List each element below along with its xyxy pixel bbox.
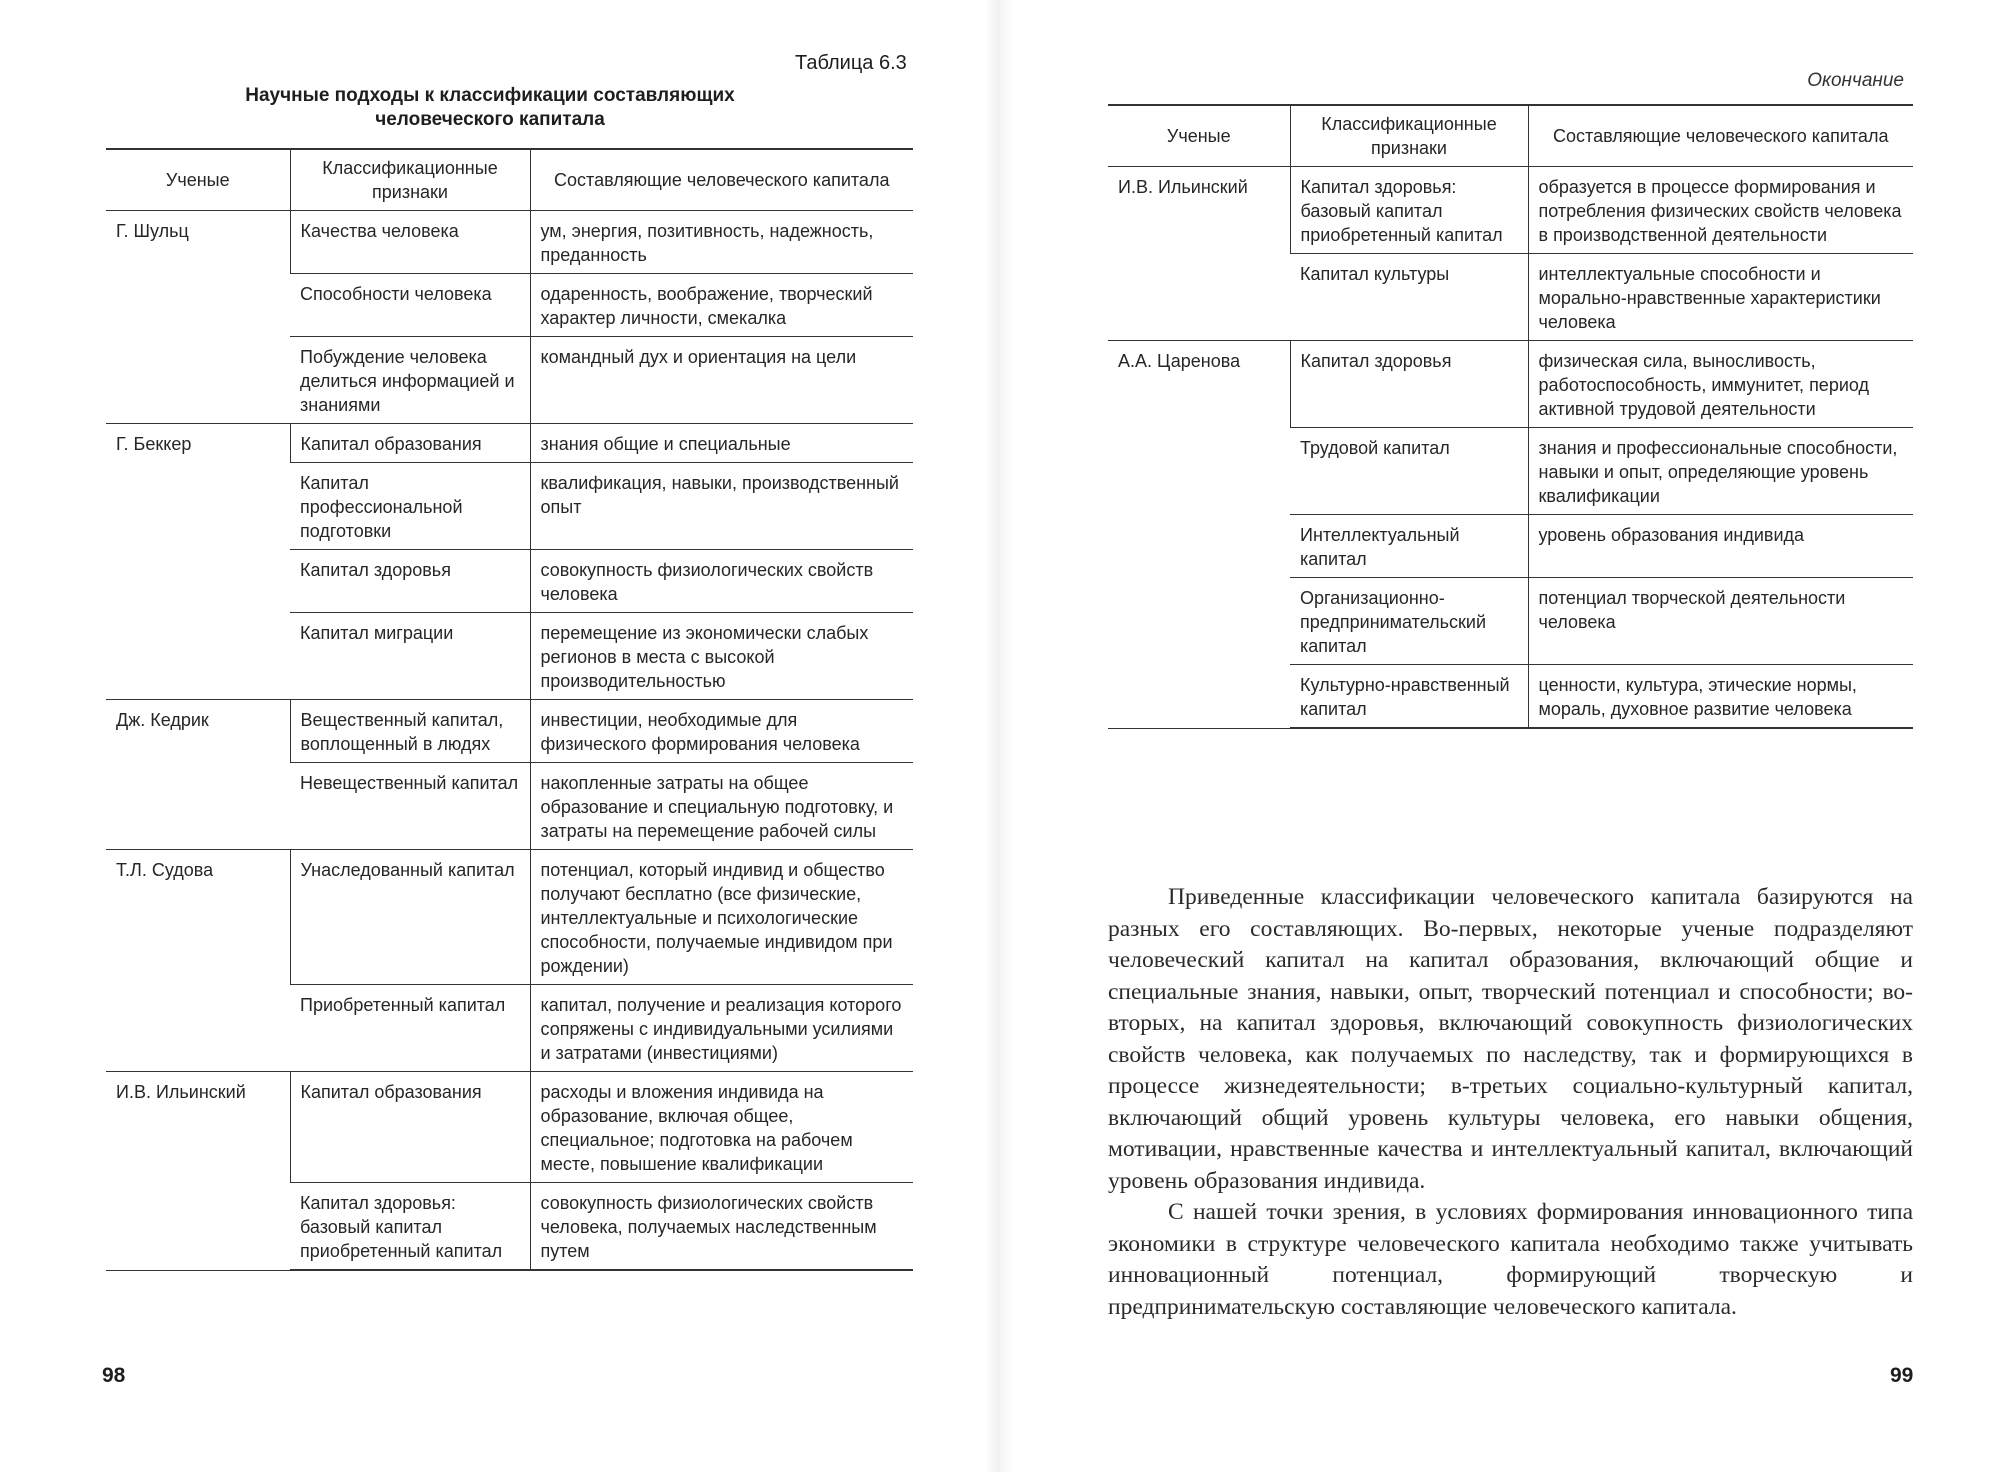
feature-cell: Качества человека <box>290 211 530 274</box>
scientist-cell: Г. Беккер <box>106 424 290 700</box>
continuation-label: Окончание <box>1807 70 1904 91</box>
feature-cell: Приобретенный капитал <box>290 985 530 1072</box>
component-cell: совокупность физиологических свойств человека, получаемых наследственным путем <box>530 1183 913 1271</box>
header-features: Классификационные признаки <box>1290 105 1528 167</box>
header-components: Составляющие человеческого капитала <box>1528 105 1913 167</box>
scientist-cell: А.А. Царенова <box>1108 341 1290 729</box>
feature-cell: Способности человека <box>290 274 530 337</box>
feature-cell: Унаследованный капитал <box>290 850 530 985</box>
feature-cell: Трудовой капитал <box>1290 428 1528 515</box>
component-cell: перемещение из экономически слабых регионов в места с высокой производительностью <box>530 613 913 700</box>
component-cell: образуется в процессе формирования и потребления физических свойств человека в производственной деятельности <box>1528 167 1913 254</box>
component-cell: знания и профессиональные способности, навыки и опыт, определяющие уровень квалификации <box>1528 428 1913 515</box>
table-row <box>106 1072 913 1183</box>
classification-table-continued <box>1108 104 1913 729</box>
component-cell: совокупность физиологических свойств человека <box>530 550 913 613</box>
header-scientists: Ученые <box>1108 105 1290 167</box>
table-header-row <box>106 149 913 211</box>
component-cell: инвестиции, необходимые для физического формирования человека <box>530 700 913 763</box>
feature-cell: Побуждение человека делиться информацией и знаниями <box>290 337 530 424</box>
feature-cell: Капитал здоровья <box>1290 341 1528 428</box>
header-features: Классификационные признаки <box>290 149 530 211</box>
scientist-cell: Дж. Кедрик <box>106 700 290 850</box>
component-cell: ценности, культура, этические нормы, мораль, духовное развитие человека <box>1528 665 1913 729</box>
table-title: Научные подходы к классификации составляющих человеческого капитала <box>245 85 735 130</box>
table-number: Таблица 6.3 <box>795 52 907 74</box>
classification-table <box>106 148 913 1271</box>
scientist-cell: Г. Шульц <box>106 211 290 424</box>
component-cell: капитал, получение и реализация которого сопряжены с индивидуальными усилиями и затратами (инвестициями) <box>530 985 913 1072</box>
body-text <box>1108 882 1913 1323</box>
component-cell: накопленные затраты на общее образование и специальную подготовку, и затраты на перемещение рабочей силы <box>530 763 913 850</box>
scientist-cell: И.В. Ильинский <box>1108 167 1290 341</box>
table-row <box>106 850 913 985</box>
feature-cell: Невещественный капитал <box>290 763 530 850</box>
feature-cell: Капитал образования <box>290 424 530 463</box>
table-row <box>1108 167 1913 254</box>
component-cell: интеллектуальные способности и морально-нравственные характеристики человека <box>1528 254 1913 341</box>
page-number: 98 <box>102 1364 126 1387</box>
table-header-row <box>1108 105 1913 167</box>
feature-cell: Вещественный капитал, воплощенный в людях <box>290 700 530 763</box>
header-components: Составляющие человеческого капитала <box>530 149 913 211</box>
component-cell: потенциал, который индивид и общество получают бесплатно (все физические, интеллектуальные и психологические способности, получаемые индивидом при рождении) <box>530 850 913 985</box>
feature-cell: Капитал культуры <box>1290 254 1528 341</box>
component-cell: физическая сила, выносливость, работоспособность, иммунитет, период активной трудовой деятельности <box>1528 341 1913 428</box>
scientist-cell: Т.Л. Судова <box>106 850 290 1072</box>
component-cell: одаренность, воображение, творческий характер личности, смекалка <box>530 274 913 337</box>
feature-cell: Капитал миграции <box>290 613 530 700</box>
feature-cell: Организационно-предпринимательский капитал <box>1290 578 1528 665</box>
table-row <box>106 211 913 274</box>
table-row <box>106 700 913 763</box>
header-scientists: Ученые <box>106 149 290 211</box>
feature-cell: Капитал образования <box>290 1072 530 1183</box>
paragraph: Приведенные классификации человеческого капитала базируются на разных его составляющих. Во-первых, некоторые ученые подразделяют человеческий капитал на капитал образования, включающий общие и специальные знания, навыки, опыт, творческий потенциал и способности; во-вторых, на капитал здоровья, включающий совокупность физиологических свойств человека, как получаемых по наследству, так и формирующихся в процессе жизнедеятельности; в-третьих социально-культурный капитал, включающий общий уровень культуры человека, его навыки общения, мотивации, нравственные качества и интеллектуальный капитал, включающий уровень образования индивида. <box>1108 884 1913 1194</box>
component-cell: расходы и вложения индивида на образование, включая общее, специальное; подготовка на рабочем месте, повышение квалификации <box>530 1072 913 1183</box>
component-cell: потенциал творческой деятельности человека <box>1528 578 1913 665</box>
table-row <box>1108 341 1913 428</box>
feature-cell: Капитал здоровья: базовый капитал приобретенный капитал <box>1290 167 1528 254</box>
component-cell: уровень образования индивида <box>1528 515 1913 578</box>
page-number: 99 <box>1890 1364 1914 1387</box>
scientist-cell: И.В. Ильинский <box>106 1072 290 1271</box>
feature-cell: Капитал здоровья <box>290 550 530 613</box>
paragraph: С нашей точки зрения, в условиях формирования инновационного типа экономики в структуре человеческого капитала необходимо также учитывать инновационный потенциал, формирующий творческую и предпринимательскую составляющие человеческого капитала. <box>1108 1199 1913 1320</box>
feature-cell: Капитал здоровья: базовый капитал приобретенный капитал <box>290 1183 530 1271</box>
feature-cell: Интеллектуальный капитал <box>1290 515 1528 578</box>
component-cell: ум, энергия, позитивность, надежность, преданность <box>530 211 913 274</box>
component-cell: квалификация, навыки, производственный опыт <box>530 463 913 550</box>
component-cell: знания общие и специальные <box>530 424 913 463</box>
feature-cell: Капитал профессиональной подготовки <box>290 463 530 550</box>
feature-cell: Культурно-нравственный капитал <box>1290 665 1528 729</box>
component-cell: командный дух и ориентация на цели <box>530 337 913 424</box>
table-row <box>106 424 913 463</box>
